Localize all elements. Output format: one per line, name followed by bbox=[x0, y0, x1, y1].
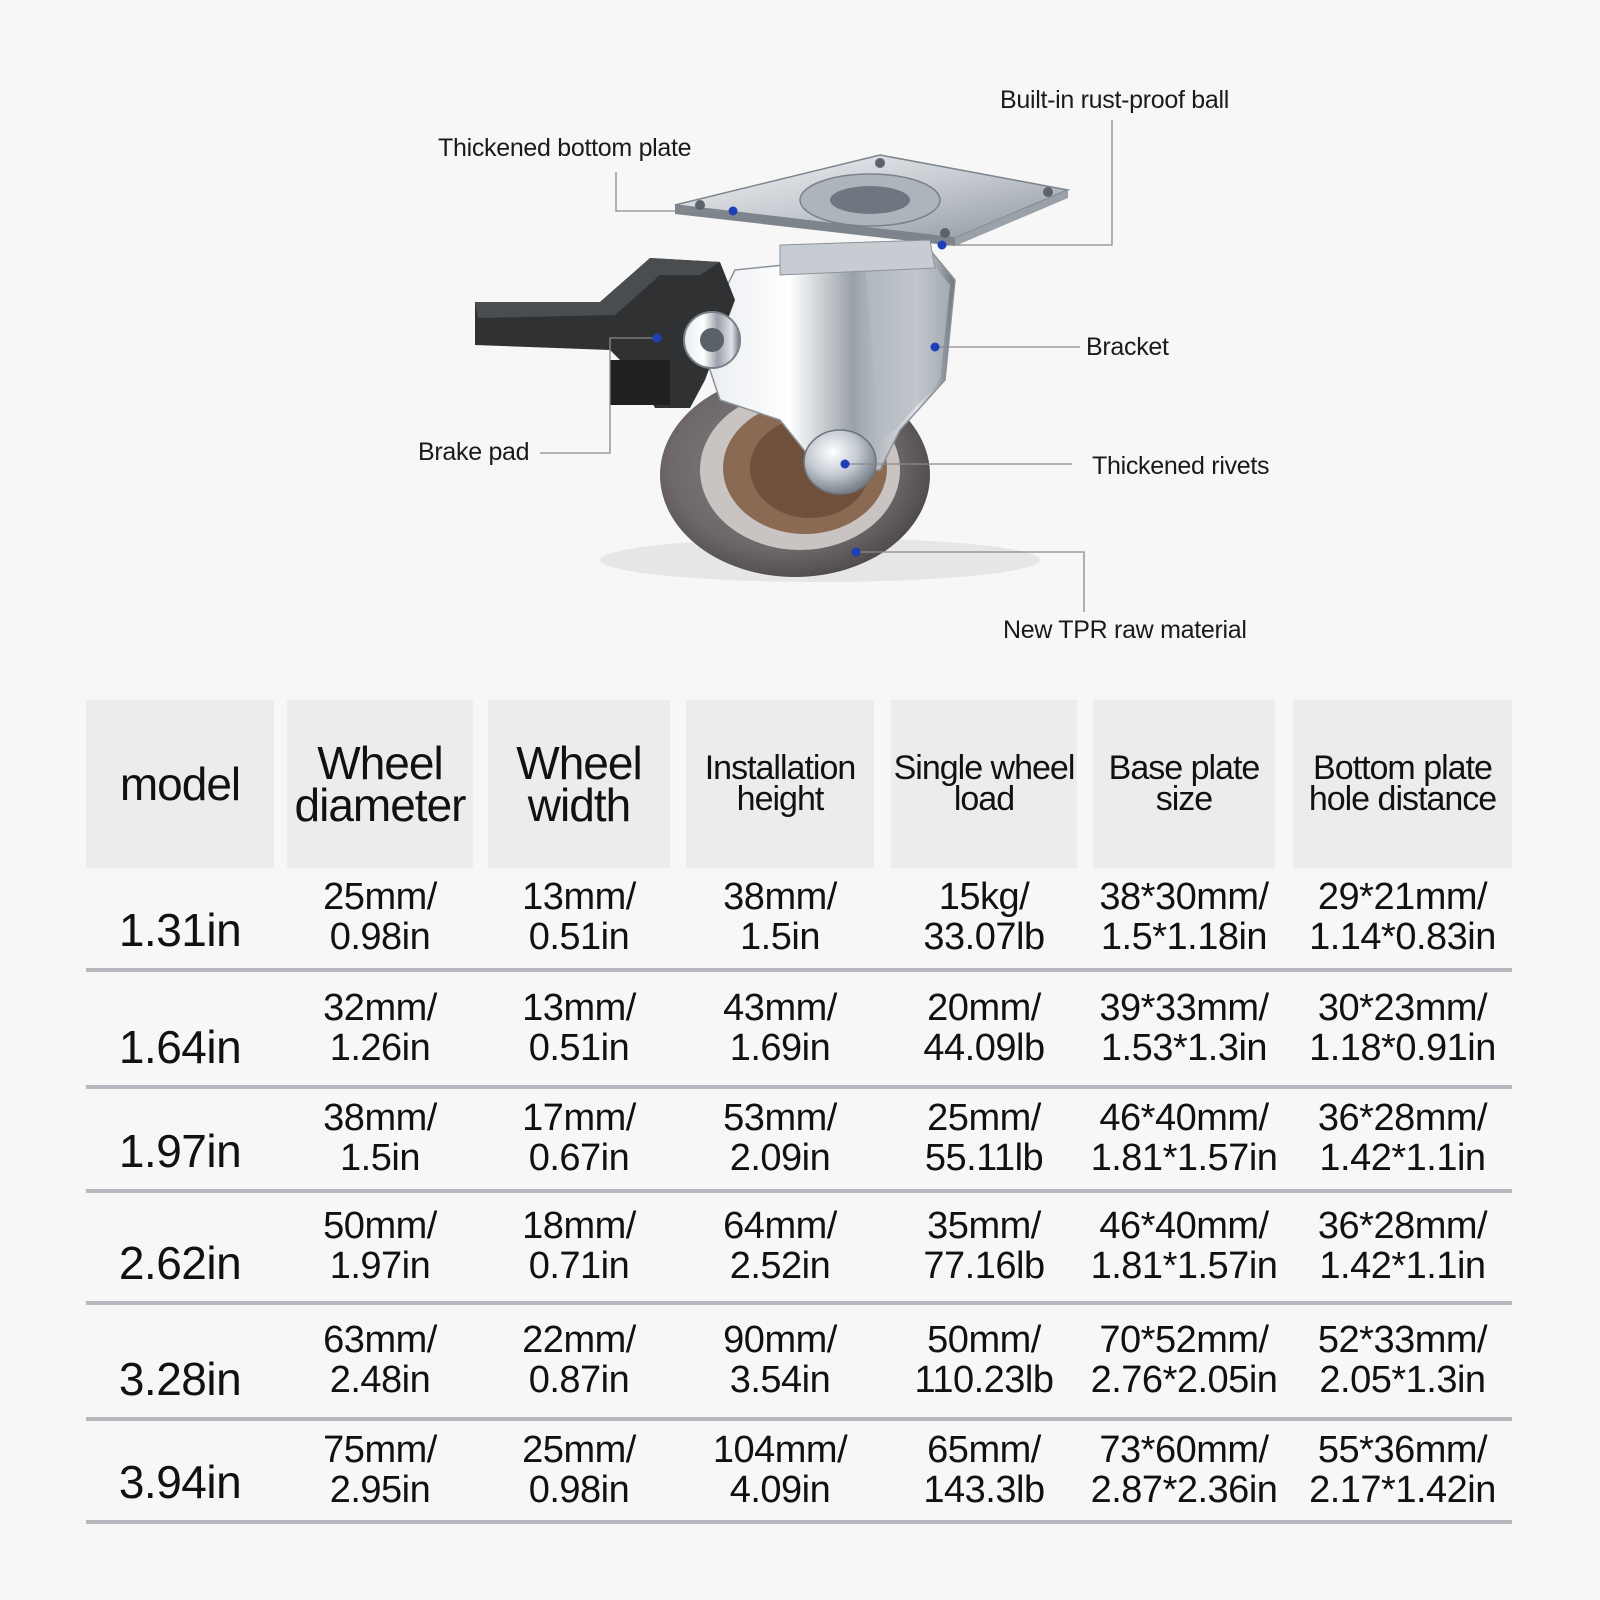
imperial-value: 1.81*1.57in bbox=[1090, 1137, 1278, 1179]
imperial-value: 2.52in bbox=[729, 1245, 831, 1287]
imperial-value: 0.98in bbox=[329, 916, 431, 958]
metric-value: 30*23mm/ bbox=[1317, 986, 1488, 1029]
callout-thickened-rivets: Thickened rivets bbox=[1092, 452, 1270, 480]
metric-value: 25mm/ bbox=[323, 876, 437, 919]
metric-value: 104mm/ bbox=[712, 1428, 848, 1471]
metric-value: 38*30mm/ bbox=[1099, 876, 1269, 919]
header-installation-height: Installation height bbox=[686, 700, 874, 868]
metric-value: 43mm/ bbox=[723, 986, 837, 1029]
metric-value: 13mm/ bbox=[522, 876, 636, 919]
table-cell bbox=[287, 1305, 473, 1417]
table-cell bbox=[1293, 868, 1512, 968]
metric-value: 53mm/ bbox=[723, 1097, 837, 1140]
metric-value: 39*33mm/ bbox=[1099, 986, 1269, 1029]
table-cell bbox=[686, 1305, 874, 1417]
table-cell bbox=[686, 868, 874, 968]
imperial-value: 1.81*1.57in bbox=[1090, 1245, 1278, 1287]
imperial-value: 2.05*1.3in bbox=[1319, 1359, 1486, 1401]
table-cell bbox=[488, 1089, 670, 1189]
imperial-value: 0.71in bbox=[528, 1245, 630, 1287]
imperial-value: 4.09in bbox=[729, 1468, 831, 1511]
callout-rust-proof-ball: Built-in rust-proof ball bbox=[1000, 86, 1230, 114]
model-cell: 2.62in bbox=[118, 1236, 242, 1289]
table-cell bbox=[1293, 1421, 1512, 1520]
imperial-value: 0.67in bbox=[528, 1137, 630, 1179]
imperial-value: 1.97in bbox=[329, 1245, 431, 1287]
imperial-value: 1.14*0.83in bbox=[1309, 916, 1496, 958]
table-cell bbox=[488, 1421, 670, 1520]
table-cell bbox=[287, 1089, 473, 1189]
table-cell bbox=[488, 1193, 670, 1301]
table-cell bbox=[488, 1305, 670, 1417]
imperial-value: 55.11lb bbox=[924, 1137, 1044, 1179]
metric-value: 63mm/ bbox=[323, 1319, 437, 1362]
metric-value: 22mm/ bbox=[522, 1319, 636, 1362]
metric-value: 70*52mm/ bbox=[1099, 1319, 1269, 1362]
metric-value: 38mm/ bbox=[723, 876, 837, 919]
header-bottom-plate-hole-distance: Bottom plate hole distance bbox=[1293, 700, 1512, 868]
table-cell bbox=[1293, 1193, 1512, 1301]
table-row bbox=[86, 1305, 1512, 1421]
metric-value: 13mm/ bbox=[522, 986, 636, 1029]
imperial-value: 0.87in bbox=[528, 1359, 630, 1401]
imperial-value: 2.09in bbox=[729, 1137, 831, 1179]
table-cell bbox=[891, 1305, 1077, 1417]
callout-thickened-bottom-plate: Thickened bottom plate bbox=[438, 134, 692, 162]
imperial-value: 3.54in bbox=[729, 1359, 831, 1401]
metric-value: 50mm/ bbox=[323, 1205, 437, 1248]
metric-value: 55*36mm/ bbox=[1317, 1428, 1488, 1471]
imperial-value: 1.53*1.3in bbox=[1100, 1026, 1268, 1069]
callout-bracket: Bracket bbox=[1086, 333, 1169, 361]
header-model: model bbox=[86, 700, 274, 868]
metric-value: 18mm/ bbox=[522, 1205, 636, 1248]
metric-value: 15kg/ bbox=[938, 876, 1030, 919]
imperial-value: 1.5in bbox=[740, 916, 820, 958]
imperial-value: 1.5in bbox=[340, 1137, 420, 1179]
table-cell bbox=[1093, 868, 1275, 968]
metric-value: 25mm/ bbox=[522, 1428, 636, 1471]
metric-value: 75mm/ bbox=[323, 1428, 437, 1471]
header-wheel-diameter: Wheel diameter bbox=[287, 700, 473, 868]
top-plate-shape bbox=[675, 155, 1068, 246]
metric-value: 38mm/ bbox=[323, 1097, 437, 1140]
table-cell bbox=[891, 1421, 1077, 1520]
model-cell: 1.31in bbox=[118, 903, 242, 956]
metric-value: 64mm/ bbox=[723, 1205, 837, 1248]
imperial-value: 33.07lb bbox=[923, 916, 1045, 958]
table-cell bbox=[1090, 1421, 1278, 1520]
metric-value: 50mm/ bbox=[927, 1319, 1041, 1362]
table-row bbox=[86, 1089, 1512, 1193]
spec-table bbox=[86, 700, 1512, 1524]
metric-value: 32mm/ bbox=[323, 986, 437, 1029]
table-cell bbox=[287, 1421, 473, 1520]
table-cell bbox=[1293, 972, 1512, 1085]
model-cell: 3.28in bbox=[118, 1352, 242, 1405]
callout-brake-pad: Brake pad bbox=[418, 438, 530, 466]
metric-value: 65mm/ bbox=[927, 1428, 1041, 1471]
imperial-value: 2.87*2.36in bbox=[1090, 1468, 1278, 1511]
metric-value: 73*60mm/ bbox=[1099, 1428, 1269, 1471]
metric-value: 29*21mm/ bbox=[1317, 876, 1488, 919]
imperial-value: 2.17*1.42in bbox=[1309, 1468, 1496, 1511]
table-cell bbox=[287, 972, 473, 1085]
metric-value: 20mm/ bbox=[927, 986, 1041, 1029]
imperial-value: 1.69in bbox=[729, 1026, 831, 1069]
imperial-value: 143.3lb bbox=[923, 1468, 1045, 1511]
imperial-value: 0.98in bbox=[528, 1468, 630, 1511]
metric-value: 90mm/ bbox=[723, 1319, 837, 1362]
table-cell bbox=[287, 868, 473, 968]
table-row bbox=[86, 1421, 1512, 1524]
header-base-plate-size: Base plate size bbox=[1093, 700, 1275, 868]
metric-value: 46*40mm/ bbox=[1099, 1097, 1269, 1140]
metric-value: 35mm/ bbox=[927, 1205, 1041, 1248]
table-cell bbox=[686, 972, 874, 1085]
table-row bbox=[86, 868, 1512, 972]
table-row bbox=[86, 1193, 1512, 1305]
imperial-value: 2.95in bbox=[329, 1468, 431, 1511]
imperial-value: 1.5*1.18in bbox=[1100, 916, 1268, 958]
imperial-value: 0.51in bbox=[528, 916, 630, 958]
imperial-value: 2.48in bbox=[329, 1359, 431, 1401]
table-cell bbox=[1090, 1089, 1278, 1189]
table-cell bbox=[287, 1193, 473, 1301]
imperial-value: 0.51in bbox=[528, 1026, 630, 1069]
header-single-wheel-load: Single wheel load bbox=[891, 700, 1077, 868]
table-cell bbox=[891, 972, 1077, 1085]
table-cell bbox=[488, 868, 670, 968]
caster-wheel-illustration bbox=[0, 0, 1600, 680]
table-row bbox=[86, 972, 1512, 1089]
metric-value: 17mm/ bbox=[522, 1097, 636, 1140]
table-cell bbox=[1090, 1305, 1278, 1417]
metric-value: 46*40mm/ bbox=[1099, 1205, 1269, 1248]
imperial-value: 110.23lb bbox=[914, 1359, 1054, 1401]
table-cell bbox=[1293, 1089, 1512, 1189]
header-wheel-width: Wheel width bbox=[488, 700, 670, 868]
imperial-value: 77.16lb bbox=[923, 1245, 1045, 1287]
table-cell bbox=[1093, 972, 1275, 1085]
table-cell bbox=[891, 1193, 1077, 1301]
table-cell bbox=[1293, 1305, 1512, 1417]
imperial-value: 1.26in bbox=[329, 1026, 431, 1069]
table-header-row bbox=[86, 700, 1512, 868]
table-cell bbox=[891, 868, 1077, 968]
table-cell bbox=[891, 1089, 1077, 1189]
metric-value: 36*28mm/ bbox=[1317, 1205, 1488, 1248]
imperial-value: 1.18*0.91in bbox=[1309, 1026, 1496, 1069]
imperial-value: 2.76*2.05in bbox=[1090, 1359, 1278, 1401]
caster-diagram bbox=[0, 0, 1600, 680]
table-cell bbox=[686, 1193, 874, 1301]
model-cell: 1.64in bbox=[118, 1020, 242, 1073]
model-cell: 1.97in bbox=[118, 1124, 242, 1177]
imperial-value: 44.09lb bbox=[923, 1026, 1045, 1069]
callout-new-tpr-material: New TPR raw material bbox=[1003, 616, 1247, 644]
imperial-value: 1.42*1.1in bbox=[1319, 1137, 1486, 1179]
metric-value: 25mm/ bbox=[927, 1097, 1041, 1140]
metric-value: 52*33mm/ bbox=[1317, 1319, 1488, 1362]
table-cell bbox=[686, 1421, 874, 1520]
imperial-value: 1.42*1.1in bbox=[1319, 1245, 1486, 1287]
table-cell bbox=[1090, 1193, 1278, 1301]
table-cell bbox=[488, 972, 670, 1085]
table-cell bbox=[686, 1089, 874, 1189]
model-cell: 3.94in bbox=[118, 1455, 242, 1508]
metric-value: 36*28mm/ bbox=[1317, 1097, 1488, 1140]
